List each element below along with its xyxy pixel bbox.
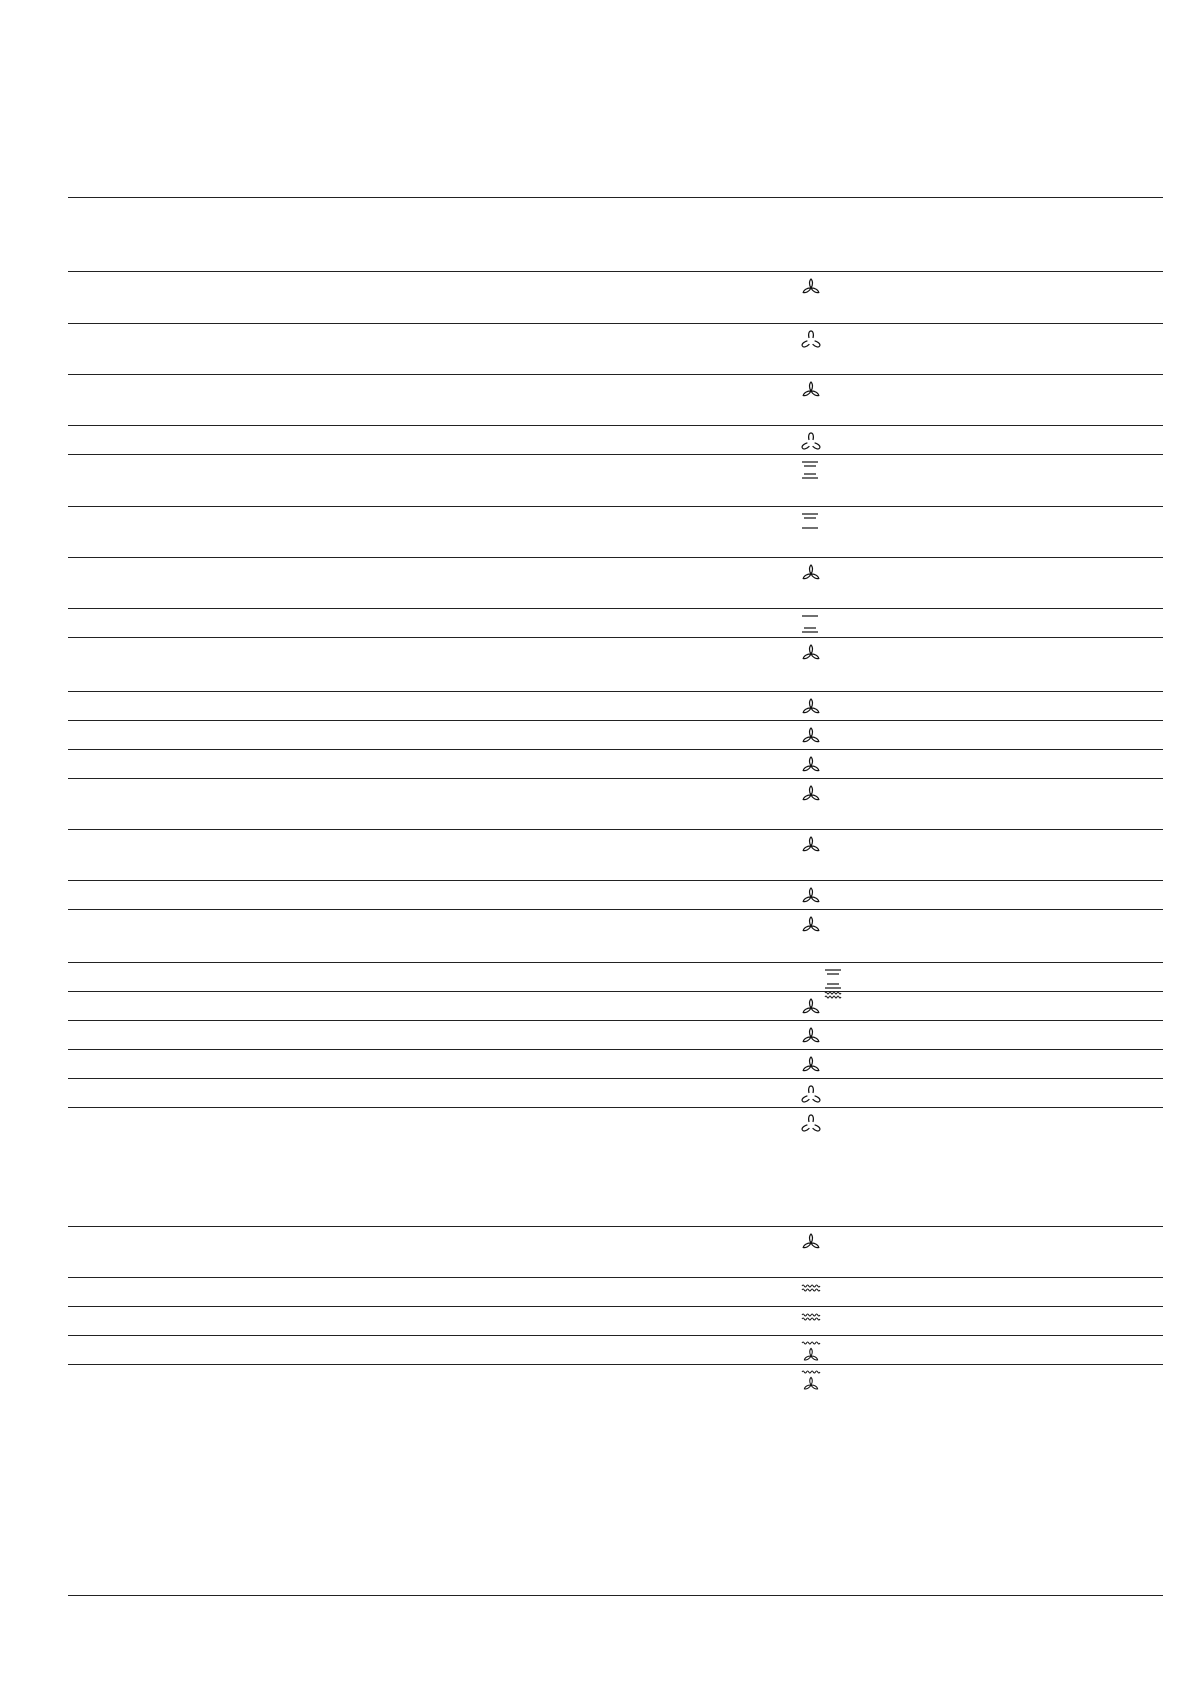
page-footer-rule [68,1595,1163,1596]
table-row [68,778,1163,829]
fan-ring-icon [800,328,822,352]
fan-icon [800,1231,822,1253]
table-row [68,374,1163,425]
table-row [68,720,1163,749]
fan-icon [800,642,822,664]
table-row [68,1226,1163,1277]
grill-icon [800,1311,822,1327]
table-row [68,880,1163,909]
table-row [68,691,1163,720]
bottom-heat-half-icon [800,613,820,635]
table-row [68,1306,1163,1335]
fan-icon [800,834,822,856]
table-row [68,637,1163,691]
top-bottom-heat-icon [800,459,820,481]
table-row [68,1020,1163,1049]
fan-icon [800,914,822,936]
fan-icon [800,276,822,298]
fan-icon [800,696,822,718]
table-row [68,271,1163,323]
fan-ring-icon [800,1083,822,1107]
table-header [68,197,1163,271]
grill-icon [800,1282,822,1298]
grill-fan-icon [800,1369,822,1395]
table-row [68,1049,1163,1078]
fan-icon [800,725,822,747]
table-row [68,454,1163,506]
table-row [68,506,1163,557]
fan-icon [800,379,822,401]
fan-icon [800,885,822,907]
grill-fan-icon [800,1340,822,1366]
table-row [68,425,1163,454]
table-row-divider [68,1364,1163,1365]
table-row [68,991,1163,1020]
fan-icon [800,1054,822,1076]
table-row [68,962,1163,991]
table-row [68,1335,1163,1364]
fan-icon [800,1025,822,1047]
table-row [68,608,1163,637]
fan-icon [800,783,822,805]
fan-icon [800,996,822,1018]
table-row [68,1277,1163,1306]
table-row [68,323,1163,374]
table-row [68,1107,1163,1226]
fan-icon [800,562,822,584]
table-row [68,829,1163,880]
top-heat-icon [800,511,820,533]
fan-icon [800,754,822,776]
table-row [68,1078,1163,1107]
table-row [68,749,1163,778]
fan-ring-icon [800,430,822,454]
table-row [68,557,1163,608]
table-row [68,909,1163,962]
fan-ring-icon [800,1112,822,1136]
